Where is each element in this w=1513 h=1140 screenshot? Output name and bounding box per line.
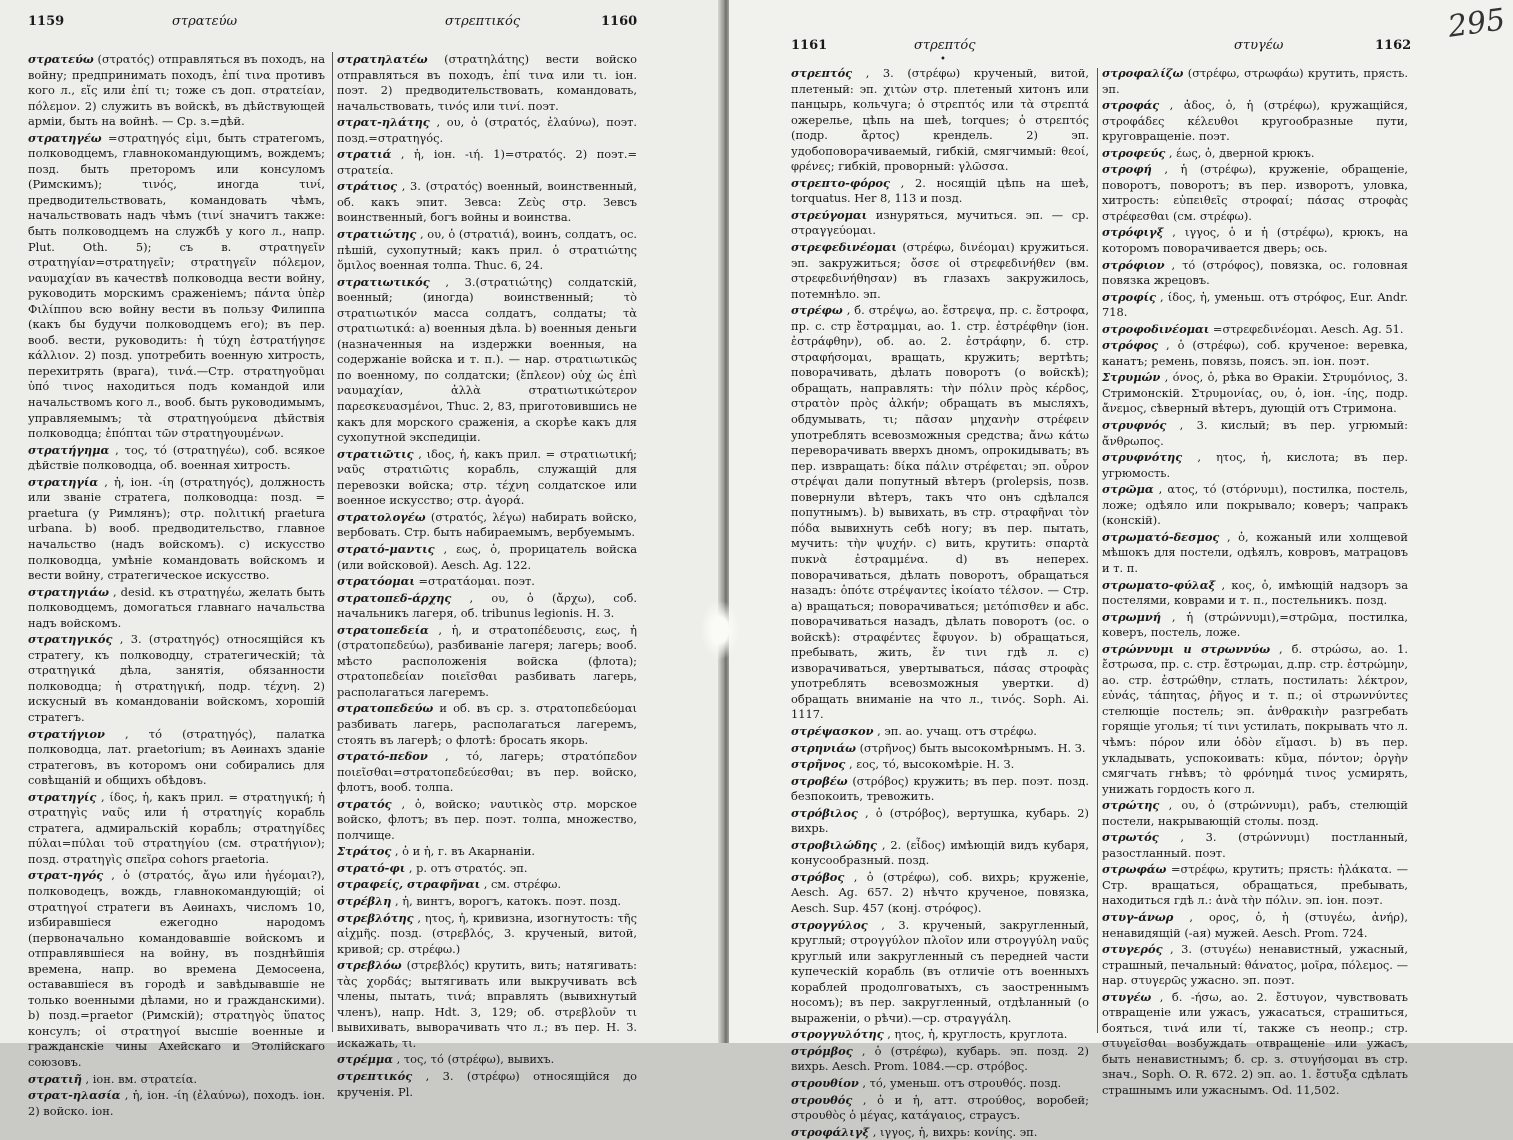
dictionary-entry <box>1102 642 1408 797</box>
entry-definition: , ὁ (στρέφω), кубарь. эп. позд. 2) вихрь. Aesch. Prom. 1084.—ср. στρόβος. <box>791 1043 1089 1074</box>
entry-headword: στρατιῶτις <box>337 446 414 461</box>
dictionary-entry <box>1102 578 1408 609</box>
entry-headword: στρατήγημα <box>28 442 110 457</box>
entry-definition: , 3. (στρατός) военный, воинственный, об. какъ эпит. Зевса: Ζεὺς στρ. Зевсъ воинственный, богъ войны и воинства. <box>337 179 637 225</box>
entry-definition: , ου, ὁ (στρώννυμι), рабъ, стелющій постели, накрывающій столы. позд. <box>1102 798 1408 828</box>
entry-headword: στρατοπεδεία <box>337 622 429 637</box>
entry-headword: στροφίς <box>1102 289 1156 304</box>
entry-headword: στρατ-ηλασία <box>28 1088 121 1103</box>
entry-headword: στρατιῆ <box>28 1071 82 1086</box>
entry-definition: , ιγγος, ἡ, вихрь: κονίης. эп. <box>869 1124 1038 1139</box>
dictionary-entry <box>791 918 1089 1027</box>
entry-headword: στραφείς, στραφῆναι <box>337 877 481 892</box>
dictionary-entry <box>791 1076 1089 1092</box>
dictionary-entry <box>1102 162 1408 224</box>
entry-headword: στράτιος <box>337 179 398 194</box>
entry-definition: , 3. (στρατηγός) относящійся къ стратегу, къ полководцу, стратегическій; τὰ στρατηγικά дѣла, занятія, обязанности полководца; ἡ στρατηγική, подр. τέχνη. 2) искусный въ командованіи войскомъ, хорошій стратегъ. <box>28 632 325 724</box>
entry-headword: στροφάλιγξ <box>791 1124 870 1139</box>
entry-headword: στρώννυμι и στρωννύω <box>1102 641 1271 656</box>
entry-headword: στρεύγομαι <box>791 207 868 222</box>
dictionary-entry <box>791 1125 1089 1140</box>
entry-definition: , ἡ, іон. -ίη (ἐλαύνω), походъ. іон. 2) войско. іон. <box>28 1088 325 1118</box>
entry-definition: (στρόβος) кружить; въ пер. поэт. позд. безпокоить, тревожить. <box>791 773 1089 804</box>
entry-headword: στρόβος <box>791 869 845 884</box>
entry-headword: στρεφεδινέομαι <box>791 240 897 255</box>
dictionary-entry <box>791 838 1089 869</box>
dictionary-entry <box>28 727 325 789</box>
entry-definition: (στρατός, λέγω) набирать войско, вербовать. Стр. быть набираемымъ, вербуемымъ. <box>337 509 637 540</box>
dictionary-entry <box>791 66 1089 175</box>
dictionary-entry <box>791 208 1089 239</box>
entry-definition: , р. отъ στρατός. эп. <box>405 860 528 875</box>
dictionary-entry <box>1102 98 1408 145</box>
entry-headword: στροφαλίζω <box>1102 66 1184 80</box>
dictionary-entry <box>337 542 637 573</box>
entry-headword: στρέφω <box>791 303 843 318</box>
entry-definition: , ὁ и ἡ, г. въ Акарнаніи. <box>391 844 536 859</box>
dictionary-entry <box>1102 338 1408 369</box>
entry-definition: , 2. (εἶδος) имѣющій видъ кубаря, конусообразный. позд. <box>791 837 1089 868</box>
dictionary-entry <box>1102 530 1408 577</box>
entry-headword: στρατεύω <box>28 52 94 66</box>
dictionary-entry <box>337 623 637 701</box>
entry-definition: , 3. (στρέφω) относящійся до крученія. Pl. <box>337 1069 637 1099</box>
entry-headword: στρατηλατέω <box>337 52 428 66</box>
entry-definition: , 3. (στυγέω) ненавистный, ужасный, страшный, печальный: θάνατος, μοῖρα, πόλεμος. — нар. στυγερῶς ужасно. эп. поэт. <box>1102 942 1408 988</box>
entry-definition: , ου, ὁ (ἄρχω), соб. начальникъ лагеря, об. tribunus legionis. Н. З. <box>337 590 637 621</box>
entry-headword: στρατ-ηλάτης <box>337 115 430 130</box>
entry-definition: , б. -ήσω, ао. 2. ἔστυγον, чувствовать отвращеніе или ужасъ, ужасаться, страшиться, бояться, τινά или τί, также съ неопр.; стр. στυγεῖσθαι возбуждать отвращеніе или ужасъ, быть ненавистнымъ; б. ср. з. στυγήσομαι въ стр. знач., Soph. O. R. 672. 2) эп. ао. 1. ἔστυξα сдѣлать страшнымъ или ужаснымъ. Od. 11,502. <box>1102 989 1408 1097</box>
dictionary-entry <box>337 911 637 958</box>
entry-headword: στρωμνή <box>1102 609 1162 624</box>
dictionary-entry <box>1102 482 1408 529</box>
entry-headword: στρατηγιάω <box>28 584 109 599</box>
dictionary-entry <box>337 275 637 446</box>
dictionary-entry <box>791 724 1089 740</box>
entry-headword: στρωτός <box>1102 830 1159 845</box>
entry-headword: στρατηγίς <box>28 789 97 804</box>
entry-definition: , ἡ, винтъ, ворогъ, катокъ. поэт. позд. <box>391 893 621 908</box>
column-1 <box>28 52 325 1118</box>
entry-definition: , desid. къ στρατηγέω, желать быть полководцемъ, домогаться главнаго начальства надъ войскомъ. <box>28 584 325 630</box>
entry-definition: , ὁ, войско; ναυτικὸς στρ. морское войско, флотъ; въ пер. поэт. толпа, множество, полчище. <box>337 796 637 842</box>
entry-headword: στρατολογέω <box>337 509 426 524</box>
entry-definition: , ητος, ἡ, кривизна, изогнутость: τῆς αἰχμῆς. позд. (στρεβλός, 3. крученый, витой, кривой; ср. στρέφω.) <box>337 910 637 956</box>
dictionary-entry <box>1102 322 1408 338</box>
entry-headword: στρωματο-φύλαξ <box>1102 577 1216 592</box>
entry-headword: στρηνιάω <box>791 740 856 755</box>
dictionary-entry <box>28 52 325 130</box>
column-divider <box>332 52 333 1032</box>
entry-definition: , ὁ (στρόβος), вертушка, кубарь. 2) вихрь. <box>791 805 1089 836</box>
dictionary-entry <box>28 1088 325 1119</box>
entry-definition: , 3. кислый; въ пер. угрюмый: ἄνθρωπος. <box>1102 418 1408 448</box>
entry-definition: , έως, ὁ, дверной крюкъ. <box>1165 145 1315 160</box>
entry-definition: (στρῆνος) быть высокомѣрнымъ. Н. З. <box>855 740 1086 755</box>
entry-definition: , іон. вм. στρατεία. <box>81 1071 198 1086</box>
dictionary-entry <box>28 790 325 868</box>
dictionary-entry <box>337 958 637 1051</box>
dictionary-entry <box>1102 798 1408 829</box>
dictionary-entry <box>791 303 1089 723</box>
dictionary-entry <box>1102 830 1408 861</box>
entry-definition: , τό (στρατηγός), палатка полководца, лат. praetorium; въ Аѳинахъ зданіе стратеговъ, въ которомъ они собирались для совѣщаній и общихъ обѣдовъ. <box>28 726 325 788</box>
entry-headword: στροφή <box>1102 162 1152 177</box>
entry-headword: στρυφνός <box>1102 418 1167 433</box>
dictionary-entry <box>791 870 1089 917</box>
entry-definition: (στρέφω, δινέομαι) кружиться. эп. закружиться; ὄσσε οἱ στρεφεδινήθεν (вм. στρεφεδινήθησαν) въ глазахъ закружилось, потемнѣло. эп. <box>791 240 1089 301</box>
dictionary-entry <box>791 240 1089 302</box>
dictionary-entry <box>28 443 325 474</box>
entry-definition: , τό, лагерь; στρατόπεδον ποιεῖσθαι=στρατοπεδεύεσθαι; въ пер. войско, флотъ, вооб. толпа. <box>337 749 637 795</box>
entry-definition: =στρατηγός εἰμι, быть стратегомъ, полководцемъ, главнокомандующимъ, вождемъ; позд. быть преторомъ или консуломъ (Римскимъ); τινός, иногда τινί, предводительствовать, командовать чѣмъ, начальствовать надъ чѣмъ (τινί значитъ также: быть полководцемъ на службѣ у кого л., напр. Plut. Oth. 5); съ в. στρατηγεῖν στρατηγίαν=στρατηγεῖν; στρατηγεῖν πόλεμον, ναυμαχίαν въ качествѣ полководца вести войну, руководить морскимъ сраженіемъ; πάντα ὑπὲρ Φιλίππου всю войну вести въ пользу Филиппа (какъ бы будучи полководцемъ его); въ пер. вооб. вести, руководить: ἡ τύχη ἐστρατήγησε κάλλιον. 2) позд. употребить военную хитрость, перехитрять (врага), τινά.—Стр. στρατηγοῦμαι ὑπό τινος находиться подъ командой или начальствомъ кого л., вооб. быть руководимымъ, управляемымъ; τὰ στρατηγούμενα дѣйствія полководца; ἐπόπται τῶν στρατηγουμένων. <box>28 130 325 441</box>
dictionary-entry <box>337 574 637 590</box>
entry-definition: =στρεφεδινέομαι. Aesch. Ag. 51. <box>1209 321 1404 336</box>
entry-headword: στρῶμα <box>1102 482 1154 497</box>
entry-headword: στρατηγία <box>28 474 99 489</box>
dictionary-entry <box>337 877 637 893</box>
right-page <box>729 0 1513 1139</box>
page-tear <box>700 600 740 660</box>
entry-definition: и об. въ ср. з. στρατοπεδεύομαι разбивать лагерь, располагаться лагеремъ, стоять въ лагерѣ; о флотѣ: бросать якорь. <box>337 701 637 747</box>
entry-headword: στρατιά <box>337 147 392 162</box>
right-header-word-2: στυγέω <box>1234 38 1284 53</box>
entry-definition: , ιγγος, ὁ и ἡ (στρέφω), крюкъ, на которомъ поворачивается дверь; ось. <box>1102 225 1408 256</box>
entry-definition: , ιδος, ἡ, какъ прил. = στρατιωτική; ναῦς στρατιῶτις корабль, служащій для перевозки войска; στρ. τέχνη солдатское или военное искусство; στρ. ἀγορά. <box>337 446 637 508</box>
entry-headword: στρατηγικός <box>28 632 113 647</box>
right-header-word: στρεπτός <box>914 38 976 53</box>
left-page-number-2: 1160 <box>601 14 638 29</box>
entry-headword: στρόφιον <box>1102 257 1165 272</box>
entry-headword: στρατηγέω <box>28 130 102 145</box>
entry-definition: , ὁ (στρέφω), соб. вихрь; круженіе, Aesch. Ag. 657. 2) нѣчто крученое, повязка, Aesch. Sup. 457 (конј. στρόφος). <box>791 869 1089 915</box>
dictionary-entry <box>28 475 325 584</box>
dictionary-entry <box>791 741 1089 757</box>
entry-definition: , б. στρέψω, ао. ἔστρεψα, пр. с. ἔστροφα, пр. с. стр ἔστραμμαι, ао. 1. стр. ἐστρέφθην (іон. ἐστράφθην), об. ао. 2. ἐστράφην, б. стр. στραφήσομαι, вращать, кружить; вертѣть; поворачивать, дѣлать поворотъ (о войскѣ); обращать, направлять: τὴν πόλιν πρὸς κέρδος, στρατὸν πρὸς ἀλκήν; обращать въ мысляхъ, обдумывать, τι; πᾶσαν μηχανὴν στρέφειν употреблять всевозможныя средства; ἄνω κάτω переворачивать вверхъ дномъ, опрокидывать; въ пер. извращать: δίκα πάλιν στρέφεται; эп. οὖρον στρέψαι дали попутный вѣтеръ (prolepsis, позв. повернули вѣтеръ, такъ что онъ сдѣлался попутнымъ). b) вывихать, въ стр. στραφῆναι τὸν πόδα вывихнуть себѣ ногу; въ пер. пытать, мучить: τὴν ψυχήν. c) вить, крутить: σπαρτὰ πυκνὰ ἐστραμμένα. d) въ неперех. поворачиваться, дѣлать поворотъ, обращаться назадъ: ὁπότε στρέψαντες ἱκοίατο τέλσον. — Стр. a) вращаться; поворачиваться; μετόπισθεν и абс. поворачиваться назадъ, дѣлать поворотъ (ос. о войскѣ): στραφέντες ἔφυγον. b) обращаться, пребывать, жить, ἔν τινι гдѣ л. c) изворачиваться, увертываться, πάσας στροφὰς употреблять всевозможныя увертки. d) обращать вниманіе на что л., τινός. Soph. Ai. 1117. <box>791 303 1089 722</box>
dictionary-entry <box>1102 610 1408 641</box>
entry-definition: , ίδος, ἡ, какъ прил. = στρατηγική; ἡ στρατηγὶς ναῦς или ἡ στρατηγίς корабль стратега, адмиральскій корабль; στρατηγίδες πύλαι=πύλαι τοῦ στρατηγίου (см. στρατήγιον); позд. στρατηγὶς σπεῖρα cohors praetoria. <box>28 789 325 866</box>
dictionary-entry <box>1102 942 1408 989</box>
entry-definition: , ατος, τό (στόρνυμι), постилка, постель, ложе; одѣяло или покрывало; коверъ; чапракъ (конскій). <box>1102 482 1408 528</box>
entry-definition: изнуряться, мучиться. эп. — ср. στραγγεύομαι. <box>791 207 1089 238</box>
entry-headword: στρατ-ηγός <box>28 868 104 883</box>
dictionary-entry <box>337 115 637 146</box>
entry-definition: , ἡ (στρέφω), круженіе, обращеніе, поворотъ, поворотъ; въ пер. изворотъ, уловка, хитрость: εὐπειθεῖς στροφαί; πάσας στροφὰς στρέφεσθαι (см. στρέφω). <box>1102 162 1408 223</box>
dictionary-entry <box>337 1069 637 1100</box>
entry-headword: στροφάς <box>1102 98 1160 113</box>
dictionary-entry <box>337 147 637 178</box>
entry-definition: , εος, τό, высокомѣріе. Н. З. <box>845 757 1015 772</box>
dictionary-entry <box>337 52 637 114</box>
entry-headword: στροφεύς <box>1102 145 1166 160</box>
entry-definition: , ἡ, іон. -ιή. 1)=στρατός. 2) поэт.= στρατεία. <box>337 147 637 177</box>
entry-headword: Στράτος <box>337 844 392 859</box>
entry-headword: στρωματό-δεσμος <box>1102 529 1220 544</box>
entry-definition: , ὁ, кожаный или холщевой мѣшокъ для постели, одѣялъ, ковровъ, матрацовъ и т. п. <box>1102 529 1408 575</box>
dictionary-entry <box>1102 66 1408 97</box>
dictionary-entry <box>791 1027 1089 1043</box>
entry-definition: , ὁ и ἡ, атт. στρούθος, воробей; στρουθὸς ὁ μέγας, κατάγαιος, страусъ. <box>791 1092 1089 1123</box>
entry-definition: , эп. ао. учащ. отъ στρέφω. <box>873 723 1037 738</box>
entry-headword: στρεβλόω <box>337 958 402 973</box>
entry-headword: στυγέω <box>1102 989 1152 1004</box>
entry-definition: , τος, τό (στρέφω), вывихъ. <box>393 1052 555 1067</box>
entry-headword: στρόβιλος <box>791 805 858 820</box>
entry-definition: , ητος, ἡ, кислота; въ пер. угрюмость. <box>1102 450 1408 480</box>
dictionary-entry <box>337 894 637 910</box>
entry-headword: στρέμμα <box>337 1052 394 1067</box>
entry-definition: , 3. (στρέφω) крученый, витой, плетеный: эп. χιτὼν στρ. плетеный хитонъ или панцырь, кольчуга; ὁ στρεπτός или τὰ στρεπτά ожерелье, цѣпь на шеѣ, torques; ὁ στρεπτός (подр. ἄρτος) крендель. 2) эп. удобоповорачиваемый, гибкій, смягчимый: θεοί, φρένες; гибкій, проворный: γλῶσσα. <box>791 66 1089 174</box>
dictionary-entry <box>337 179 637 226</box>
entry-headword: στρατός <box>337 796 392 811</box>
entry-definition: , ἡ, іон. -ίη (στρατηγός), должность или званіе стратега, полководца: позд. = praetura (у Римлянъ); στρ. πολιτική praetura urbana. b) вооб. предводительство, главное начальство (надъ войскомъ). c) искусство полководца, умѣніе командовать войскомъ и вести войну, стратегическое искусство. <box>28 474 325 583</box>
dictionary-entry <box>337 797 637 844</box>
dictionary-entry <box>337 510 637 541</box>
entry-headword: στρῆνος <box>791 757 846 772</box>
entry-headword: στρόφιγξ <box>1102 225 1164 240</box>
entry-headword: στρατιωτικός <box>337 274 430 289</box>
entry-headword: στρεπτικός <box>337 1069 413 1083</box>
entry-headword: στρατό-φι <box>337 860 406 875</box>
dictionary-entry <box>1102 418 1408 449</box>
column-4 <box>1102 66 1408 1097</box>
entry-definition: , 3. крученый, закругленный, круглый; στρογγύλον πλοῖον или στρογγύλη ναῦς круглый или закругленный съ передней части купеческій корабль (въ отличіе отъ военныхъ кораблей продолговатыхъ, съ заостреннымъ носомъ); въ пер. закругленный, отдѣланный (о выраженіи, о рѣчи).—ср. στραγγάλη. <box>791 917 1089 1025</box>
entry-headword: στρατοπεδ-άρχης <box>337 590 452 605</box>
entry-definition: , ου, ὁ (στρατός, ἐλαύνω), поэт. позд.=στρατηγός. <box>337 115 637 145</box>
entry-headword: στροφοδινέομαι <box>1102 321 1210 336</box>
dictionary-entry <box>28 585 325 632</box>
dictionary-entry <box>1102 146 1408 162</box>
entry-headword: στρέβλη <box>337 893 392 908</box>
dictionary-entry <box>337 844 637 860</box>
entry-headword: στροβιλώδης <box>791 837 877 852</box>
right-page-number-2: 1162 <box>1375 38 1412 53</box>
dictionary-entry <box>1102 225 1408 256</box>
entry-definition: (στρεβλός) крутить, вить; натягивать: τὰς χορδάς; вытягивать или выкручивать всѣ члены, пытать, τινά; вправлять (вывихнутый членъ), напр. Hdt. 3, 129; об. στρεβλοῦν τι вывихивать, выворачивать что л.; въ пер. Н. З. искажать, τι. <box>337 958 637 1050</box>
dictionary-entry <box>791 757 1089 773</box>
dictionary-entry <box>28 131 325 442</box>
entry-definition: , κος, ὁ, имѣющій надзоръ за постелями, коврами и т. п., постельникъ. позд. <box>1102 577 1408 608</box>
entry-headword: στρατοπεδεύω <box>337 701 434 716</box>
entry-headword: Στρυμών <box>1102 370 1161 385</box>
dictionary-entry <box>791 1093 1089 1124</box>
entry-definition: , ἡ (στρώννυμι),=στρῶμα, постилка, коверъ, постель, ложе. <box>1102 609 1408 640</box>
dictionary-entry <box>337 861 637 877</box>
entry-definition: , ὁ (στρέφω), соб. крученое: веревка, канатъ; ремень, повязь, поясъ. эп. іон. поэт. <box>1102 338 1408 368</box>
dictionary-entry <box>337 749 637 796</box>
left-page-number: 1159 <box>28 14 65 29</box>
dictionary-entry <box>1102 370 1408 417</box>
entry-headword: στρουθός <box>791 1092 853 1107</box>
entry-headword: στρατό-πεδον <box>337 749 428 764</box>
entry-definition: , б. στρώσω, ао. 1. ἔστρωσα, пр. с. стр. ἔστρωμαι, д.пр. стр. ἐστρώμην, ао. стр. ἐστρώθην, стлать, постилать: λέκτρον, εὐνάς, τάπητας, ῥῆγος и т. п.; οἱ στρωννύντες стелющіе постель; эп. ἀνθρακιὴν разгребать горящіе уголья; τί τινι устилать, покрывать что л. чѣмъ: πόρον или ὁδὸν εἵμασι. b) въ пер. укладывать, успокоивать: κῦμα, πόντον; ὀργὴν смягчать гнѣвъ; τὸ φρόνημά τινος усмирять, унижать гордость кого л. <box>1102 641 1408 796</box>
entry-definition: , όνος, ὁ, рѣка во Ѳракіи. Στρυμόνιος, 3. Стримонскій. Στρυμονίας, ου, ὁ, іон. -ίης, подр. ἄνεμος, сѣверный вѣтеръ, дующій отъ Стримона. <box>1102 370 1408 416</box>
entry-definition: , ἀδος, ὁ, ἡ (στρέφω), кружащійся, στροφάδες κέλευθοι кругообразные пути, круговращеніе. поэт. <box>1102 98 1408 144</box>
dictionary-entry <box>791 1044 1089 1075</box>
dictionary-entry <box>337 701 637 748</box>
dictionary-entry <box>1102 990 1408 1099</box>
dictionary-entry <box>337 591 637 622</box>
dictionary-entry <box>1102 450 1408 481</box>
dictionary-entry <box>1102 862 1408 909</box>
entry-definition: , 2. носящій цѣпь на шеѣ, torquatus. Her 8, 113 и позд. <box>791 175 1089 206</box>
entry-definition: , ου, ὁ (στρατιά), воинъ, солдатъ, ос. пѣшій, сухопутный; какъ прил. ὁ στρατιώτης ὅμιλος военная толпа. Thuc. 6, 24. <box>337 227 637 273</box>
dictionary-entry <box>791 806 1089 837</box>
entry-headword: στρέψασκον <box>791 723 874 738</box>
dictionary-entry <box>1102 910 1408 941</box>
handwritten-page-number: 295 <box>1445 2 1508 45</box>
entry-headword: στροβέω <box>791 773 848 788</box>
column-2 <box>337 52 637 1099</box>
entry-definition: , ίδος, ἡ, уменьш. отъ στρόφος, Eur. Andr. 718. <box>1102 289 1408 320</box>
entry-headword: στυγερός <box>1102 942 1163 957</box>
entry-definition: , εως, ὁ, прорицатель войска (или войсковой). Aesch. Ag. 122. <box>337 541 637 572</box>
dictionary-entry <box>791 774 1089 805</box>
entry-definition: (στρατός) отправляться въ походъ, на войну; предпринимать походъ, ἐπί τινα противъ кого л., εἴς или ἐπί τι; тоже съ доп. στρατείαν, πόλεμον. 2) служить въ войскѣ, въ дѣйствующей арміи, быть на войнѣ. — Ср. з.=дѣй. <box>28 52 325 129</box>
entry-headword: στρόμβος <box>791 1043 853 1058</box>
entry-definition: , ἡ, и στρατοπέδευσις, εως, ἡ (στρατοπεδεύω), разбиваніе лагеря; лагерь; вооб. мѣсто расположенія войска (флота); στρατοπεδείαν ποιεῖσθαι разбивать лагерь, располагаться лагеремъ. <box>337 622 637 699</box>
entry-definition: , ορος, ὁ, ἡ (στυγέω, ἀνήρ), ненавидящій (-ая) мужей. Aesch. Prom. 724. <box>1102 909 1408 940</box>
entry-headword: στρεβλότης <box>337 910 414 925</box>
dictionary-entry <box>28 868 325 1070</box>
entry-headword: στρατιώτης <box>337 227 417 242</box>
entry-definition: , см. στρέφω. <box>480 877 562 892</box>
dictionary-entry <box>337 447 637 509</box>
entry-definition: , τος, τό (στρατηγέω), соб. всякое дѣйствіе полководца, об. военная хитрость. <box>28 442 325 473</box>
dictionary-entry <box>28 1072 325 1088</box>
left-header-word: στρατεύω <box>172 14 238 29</box>
dictionary-entry <box>1102 258 1408 289</box>
entry-headword: στρεπτο-φόρος <box>791 175 890 190</box>
entry-definition: =στρέφω, крутить; прясть: ἠλάκατα. —Стр. вращаться, обращаться, пребывать, находиться гдѣ л.: ἀνὰ τὴν πόλιν. эп. іон. поэт. <box>1102 862 1408 908</box>
entry-definition: , 3. (στρώννυμι) постланный, разостланный. поэт. <box>1102 830 1408 860</box>
entry-headword: στυγ-άνωρ <box>1102 909 1174 924</box>
left-header-word-2: στρεπτικός <box>445 14 521 29</box>
dictionary-entry <box>337 227 637 274</box>
entry-headword: στρατόομαι <box>337 574 415 589</box>
entry-headword: στρόφος <box>1102 338 1159 353</box>
column-3 <box>791 66 1089 1139</box>
right-page-number: 1161 <box>791 38 828 53</box>
entry-definition: , 3.(στρατιώτης) солдатскій, военный; (иногда) воинственный; τὸ στρατιωτικόν масса солдатъ, солдаты; τὰ στρατιωτικά: a) военныя дѣла. b) военныя деньги (назначенныя на издержки военныя, на содержаніе войска и т. п.). — нар. στρατιωτικῶς по военному, по солдатски; (ἔπλεον) οὐχ ὡς ἐπὶ ναυμαχίαν, ἀλλὰ στρατιωτικώτερον παρεσκευασμένοι, Thuc. 2, 83, приготовившись не какъ для морского сраженія, а скорѣе какъ для сухопутной экспедиціи. <box>337 274 637 445</box>
entry-headword: στρογγύλος <box>791 917 868 932</box>
entry-definition: , τό, уменьш. отъ στρουθός. позд. <box>858 1076 1062 1090</box>
dictionary-entry <box>1102 290 1408 321</box>
entry-definition: (στρέφω, στρωφάω) крутить, прясть. эп. <box>1102 66 1408 96</box>
entry-definition: , τό (στρόφος), повязка, ос. головная повязка жрецовъ. <box>1102 257 1408 288</box>
entry-headword: στρατήγιον <box>28 726 105 741</box>
entry-headword: στρατό-μαντις <box>337 541 435 556</box>
dictionary-entry <box>28 632 325 725</box>
entry-headword: στρογγυλότης <box>791 1027 884 1042</box>
header-dot: • <box>940 54 946 65</box>
entry-definition: (στρατηλάτης) вести войско отправляться въ походъ, ἐπί τινα или τι. іон. поэт. 2) предводительствовать, командовать, начальствовать, τινός или τινί. поэт. <box>337 52 637 113</box>
entry-headword: στρυφνότης <box>1102 450 1183 465</box>
left-page <box>0 0 724 1118</box>
dictionary-entry <box>337 1052 637 1068</box>
dictionary-entry <box>791 176 1089 207</box>
entry-definition: , ὁ (στρατός, ἄγω или ἡγέομαι?), полководецъ, вождь, главнокомандующій; οἱ στρατηγοί стратеги въ Аѳинахъ, числомъ 10, избиравшіеся ежегодно народомъ (первоначально командовавшіе войскомъ и отправлявшіеся на войну, въ позднѣйшія времена, напр. во времена Демосѳена, остававшіеся въ городѣ и завѣдывавшіе не только военными дѣлами, но и гражданскими). b) позд.=praetor (Римскій); στρατηγὸς ὕπατος консулъ; οἱ στρατηγοί высшіе военные и гражданскіе чины Ахейскаго и Этолійскаго союзовъ. <box>28 868 325 1069</box>
entry-headword: στρωφάω <box>1102 862 1167 877</box>
column-divider-right <box>1097 68 1098 1033</box>
entry-definition: , ητος, ἡ, круглость, круглота. <box>883 1027 1068 1042</box>
entry-headword: στρουθίον <box>791 1076 859 1090</box>
entry-headword: στρεπτός <box>791 66 853 80</box>
entry-definition: =στρατάομαι. поэт. <box>414 574 535 589</box>
entry-headword: στρώτης <box>1102 798 1160 813</box>
